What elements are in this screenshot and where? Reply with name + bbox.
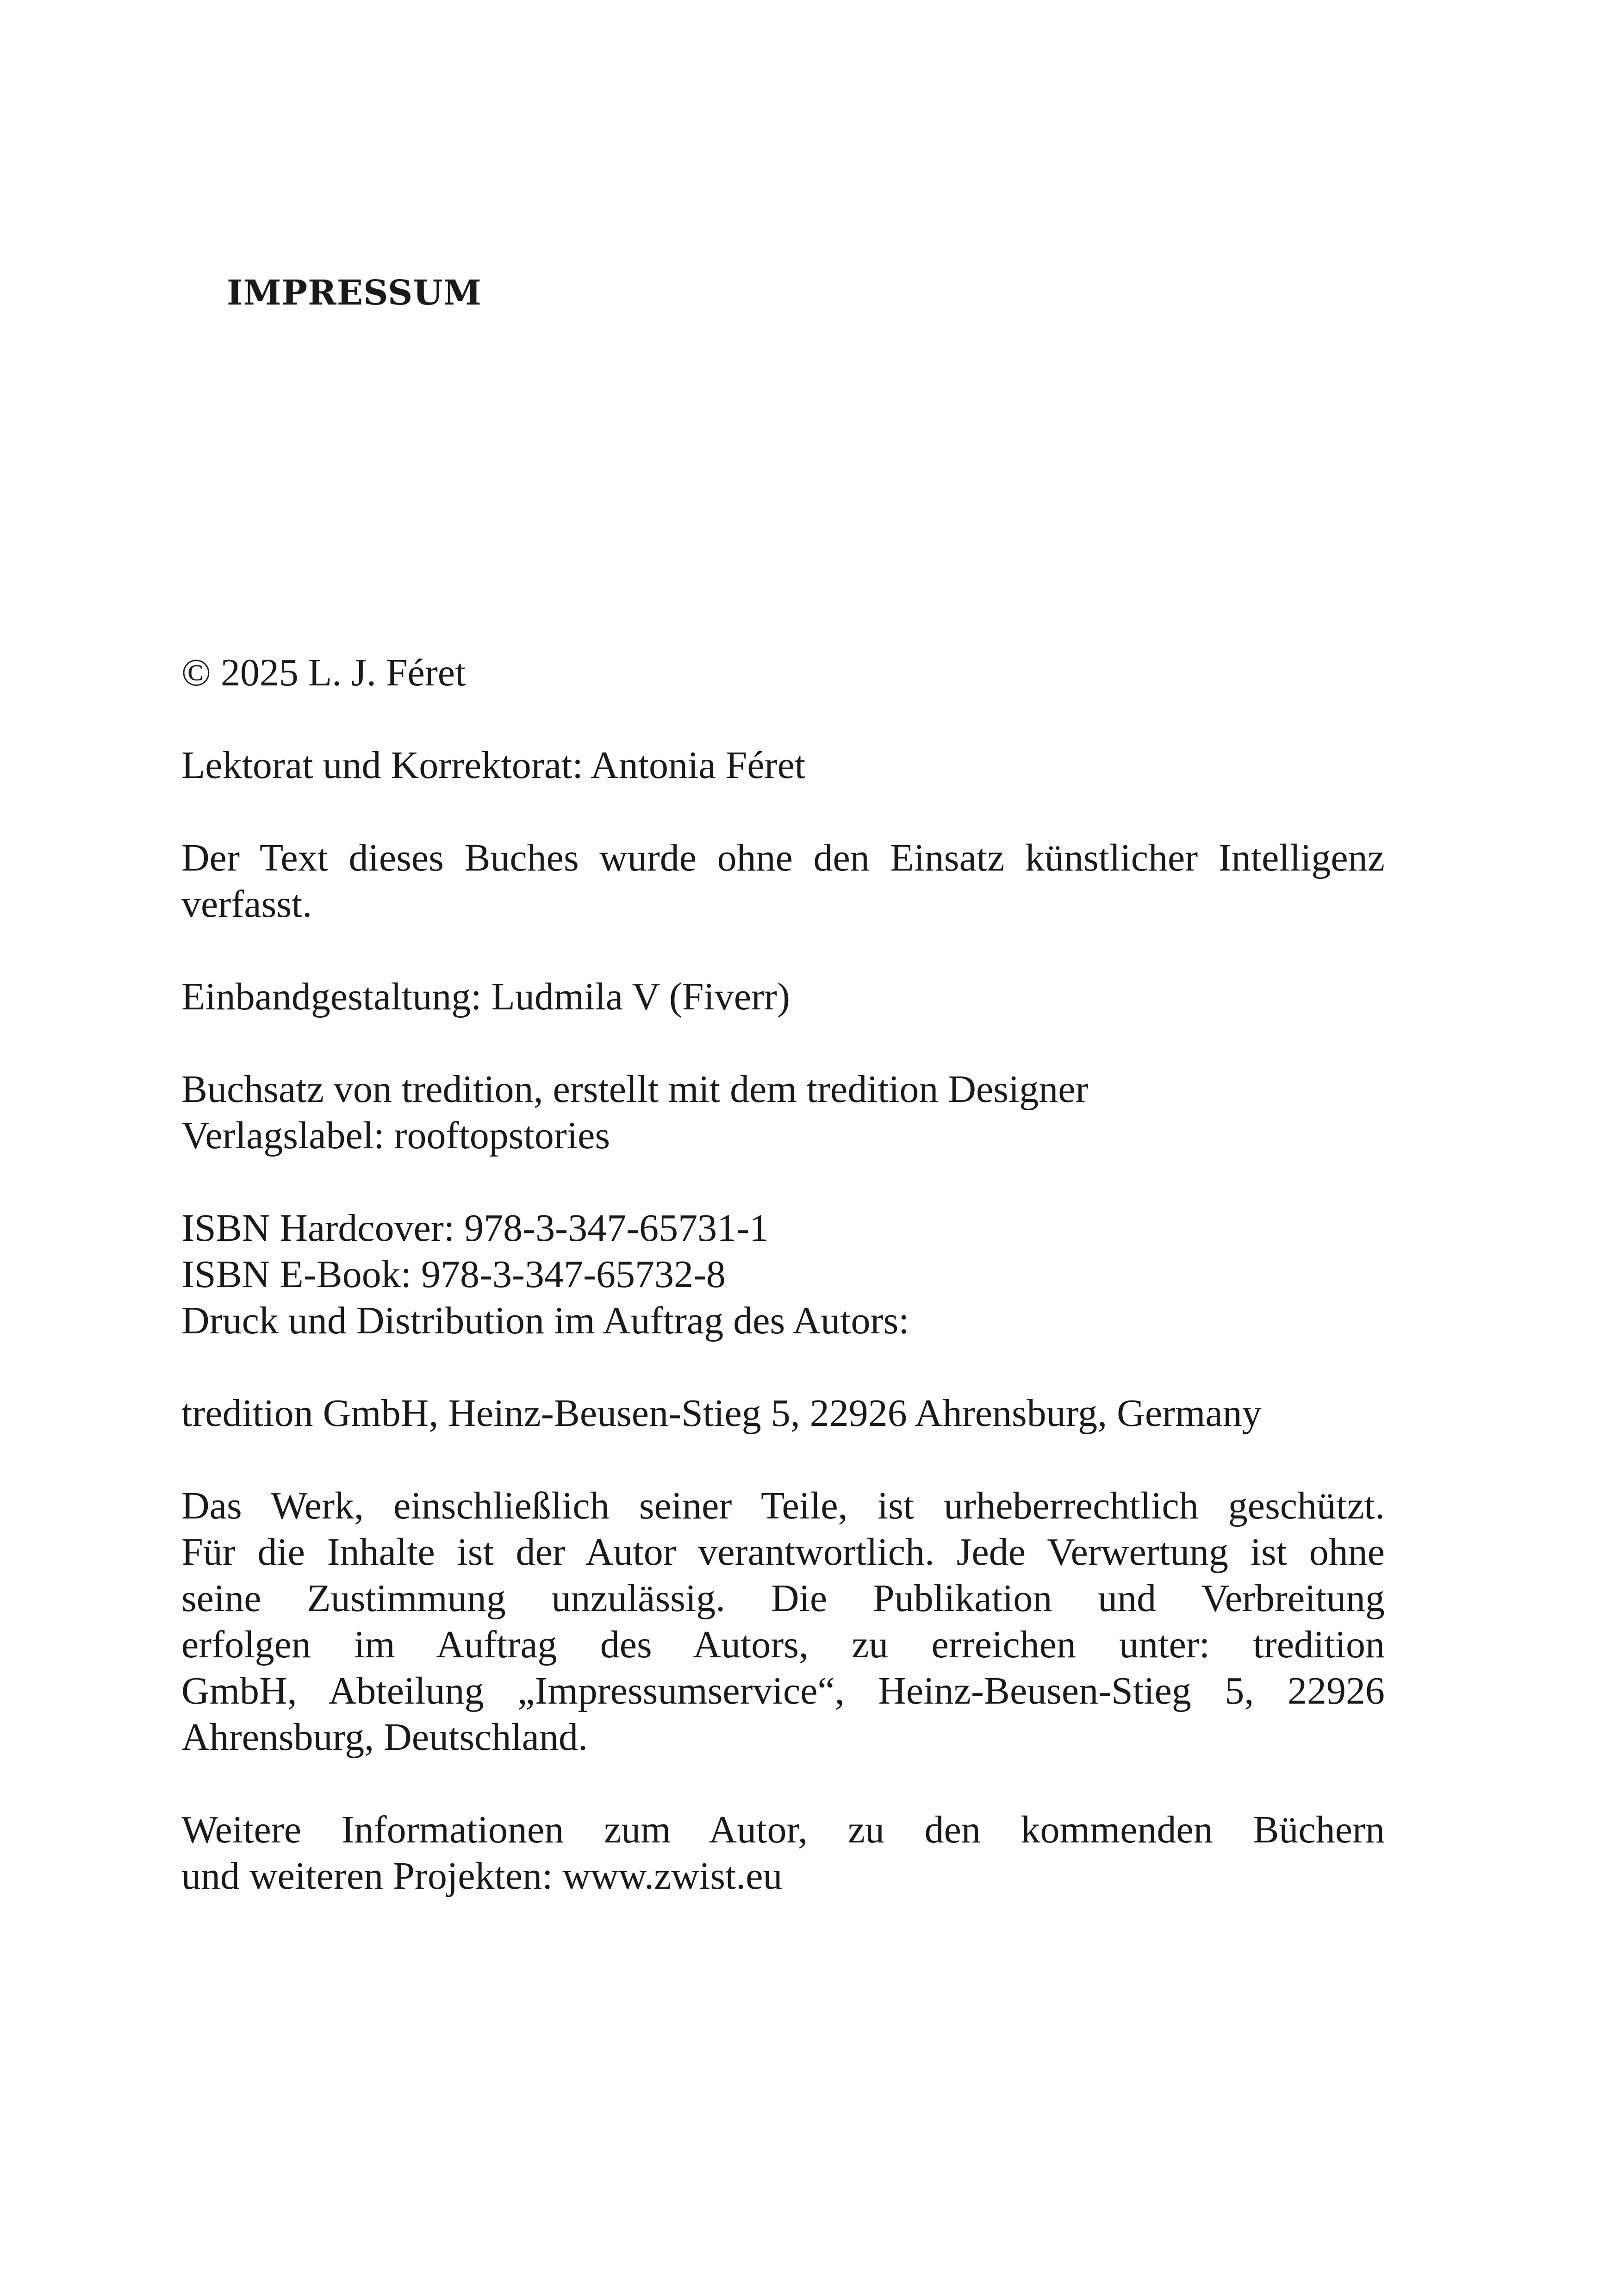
copyright-notice-line: seine Zustimmung unzulässig. Die Publikation und Verbreitung bbox=[181, 1577, 1385, 1620]
isbn-ebook-line: ISBN E-Book: 978-3-347-65732-8 bbox=[181, 1253, 726, 1296]
label-line: Verlagslabel: rooftopstories bbox=[181, 1114, 610, 1157]
copyright-notice-block bbox=[181, 1483, 1385, 1761]
copyright-notice-line: Für die Inhalte ist der Autor verantwortlich. Jede Verwertung ist ohne bbox=[181, 1531, 1385, 1574]
editing-block bbox=[181, 742, 1385, 789]
typesetting-line: Buchsatz von tredition, erstellt mit dem tredition Designer bbox=[181, 1068, 1089, 1111]
ai-notice-block bbox=[181, 835, 1385, 927]
more-info-line: Weitere Informationen zum Autor, zu den kommenden Büchern bbox=[181, 1808, 1385, 1851]
editing-line: Lektorat und Korrektorat: Antonia Féret bbox=[181, 744, 806, 787]
copyright-notice-line: erfolgen im Auftrag des Autors, zu erreichen unter: tredition bbox=[181, 1623, 1385, 1666]
copyright-notice-line: Ahrensburg, Deutschland. bbox=[181, 1716, 588, 1759]
imprint-body bbox=[181, 650, 1385, 1946]
ai-notice-line: verfasst. bbox=[181, 883, 312, 926]
isbn-block bbox=[181, 1205, 1385, 1344]
isbn-hardcover-line: ISBN Hardcover: 978-3-347-65731-1 bbox=[181, 1207, 769, 1250]
page-title: IMPRESSUM bbox=[227, 273, 482, 313]
copyright-block bbox=[181, 650, 1385, 696]
copyright-notice-line: GmbH, Abteilung „Impressumservice“, Heinz-Beusen-Stieg 5, 22926 bbox=[181, 1669, 1385, 1712]
publisher-block bbox=[181, 1390, 1385, 1437]
ai-notice-line: Der Text dieses Buches wurde ohne den Einsatz künstlicher Intelligenz bbox=[181, 836, 1385, 879]
cover-design-block bbox=[181, 974, 1385, 1020]
copyright-notice-line: Das Werk, einschließlich seiner Teile, ist urheberrechtlich geschützt. bbox=[181, 1484, 1385, 1527]
publisher-address-line: tredition GmbH, Heinz-Beusen-Stieg 5, 22926 Ahrensburg, Germany bbox=[181, 1392, 1262, 1435]
copyright-line: © 2025 L. J. Féret bbox=[181, 651, 466, 694]
distribution-line: Druck und Distribution im Auftrag des Autors: bbox=[181, 1299, 909, 1342]
more-info-line: und weiteren Projekten: www.zwist.eu bbox=[181, 1854, 783, 1898]
cover-design-line: Einbandgestaltung: Ludmila V (Fiverr) bbox=[181, 975, 790, 1018]
typesetting-block bbox=[181, 1066, 1385, 1159]
more-info-block bbox=[181, 1807, 1385, 1899]
